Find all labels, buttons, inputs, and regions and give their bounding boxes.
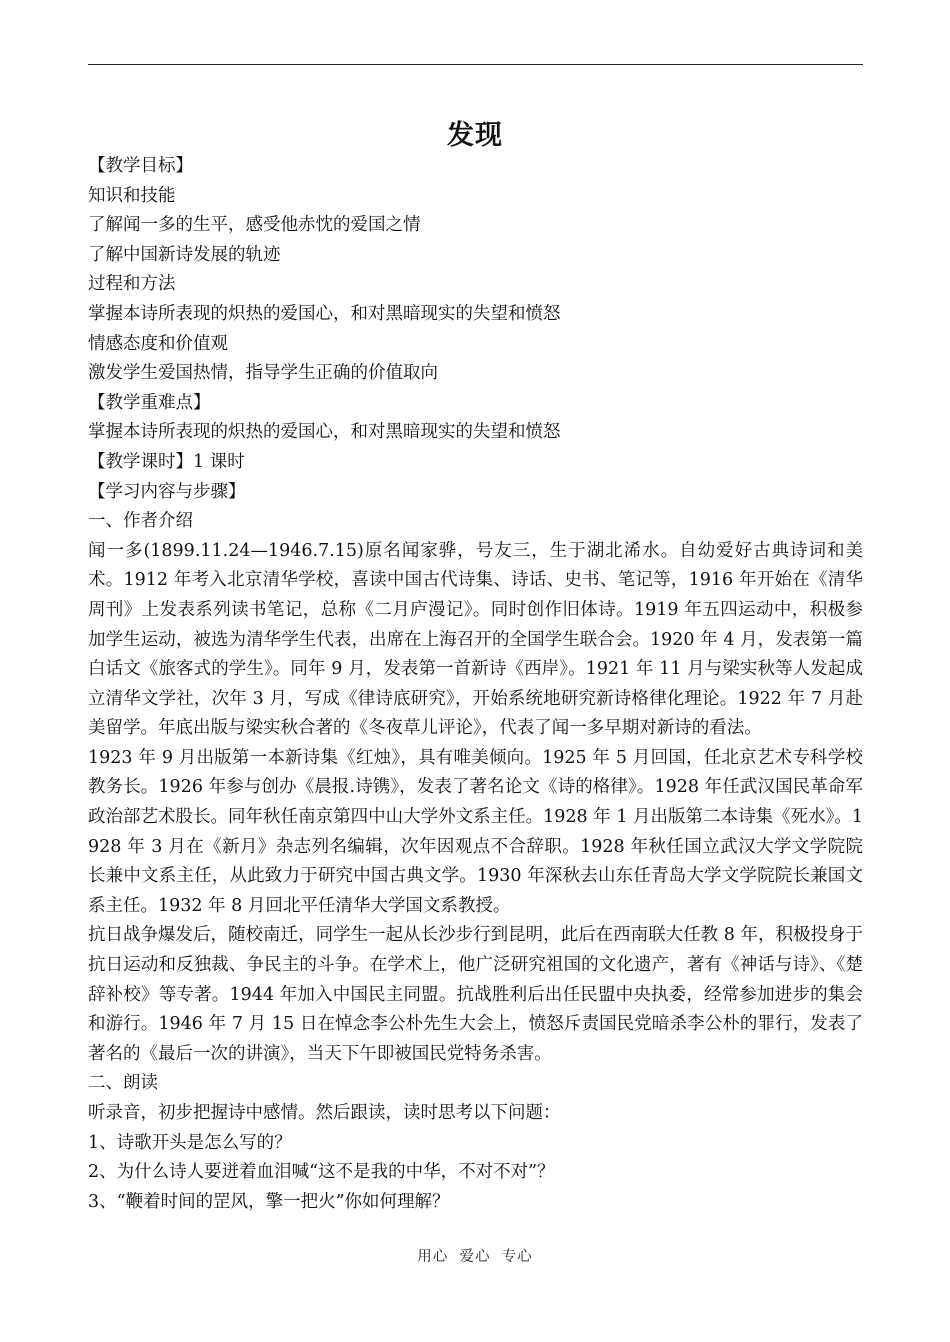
section-heading-class-hours: 【教学课时】1 课时 xyxy=(88,451,245,472)
reading-instruction: 听录音，初步把握诗中感情。然后跟读，读时思考以下问题： xyxy=(88,1103,561,1123)
section-heading-content-steps: 【学习内容与步骤】 xyxy=(88,481,246,502)
question-item: 3、“鞭着时间的罡风，擎一把火”你如何理解？ xyxy=(88,1191,450,1212)
header-rule xyxy=(88,64,863,65)
subheading-author-intro: 一、作者介绍 xyxy=(88,511,193,532)
section-heading-teaching-goals: 【教学目标】 xyxy=(88,156,193,176)
key-point-line: 掌握本诗所表现的炽热的爱国心，和对黑暗现实的失望和愤怒 xyxy=(88,422,561,443)
page-title: 发现 xyxy=(447,120,503,151)
document-body xyxy=(88,152,863,1217)
author-bio-paragraph: 1923 年 9 月出版第一本新诗集《红烛》，具有唯美倾向。1925 年 5 月回国，任北京艺术专科学校教务长。1926 年参与创办《晨报.诗镌》，发表了著名论文《诗的格律》。1928 年任武汉国民革命军政治部艺术股长。同年秋任南京第四中山大学外文系主任。1928 年 1 月出版第二本诗集《死水》。1928 年 3 月在《新月》杂志列名编辑，次年因观点不合辞职。1928 年秋任国立武汉大学文学院院长兼中文系主任，从此致力于研究中国古典文学。1930 年深秋去山东任青岛大学文学院院长兼国文系主任。1932 年 8 月回北平任清华大学国文系教授。 xyxy=(88,747,863,916)
author-bio-paragraph: 抗日战争爆发后，随校南迁，同学生一起从长沙步行到昆明，此后在西南联大任教 8 年，积极投身于抗日运动和反独裁、争民主的斗争。在学术上，他广泛研究祖国的文化遗产，著有《神话与诗》、《楚辞补校》等专著。1944 年加入中国民主同盟。抗战胜利后出任民盟中央执委，经常参加进步的集会和游行。1946 年 7 月 15 日在悼念李公朴先生大会上，愤怒斥责国民党暗杀李公朴的罪行，发表了著名的《最后一次的讲演》，当天下午即被国民党特务杀害。 xyxy=(88,925,863,1064)
question-item: 1、诗歌开头是怎么写的？ xyxy=(88,1132,292,1153)
subheading-emotion-values: 情感态度和价值观 xyxy=(88,333,228,354)
subheading-process-methods: 过程和方法 xyxy=(88,274,176,295)
goal-line: 了解中国新诗发展的轨迹 xyxy=(88,244,281,265)
subheading-knowledge-skills: 知识和技能 xyxy=(88,185,176,206)
subheading-reading: 二、朗读 xyxy=(88,1073,158,1094)
goal-line: 掌握本诗所表现的炽热的爱国心，和对黑暗现实的失望和愤怒 xyxy=(88,303,561,324)
author-bio-paragraph: 闻一多(1899.11.24—1946.7.15)原名闻家骅，号友三，生于湖北浠水。自幼爱好古典诗词和美术。1912 年考入北京清华学校，喜读中国古代诗集、诗话、史书、笔记等，1916 年开始在《清华周刊》上发表系列读书笔记，总称《二月庐漫记》。同时创作旧体诗。1919 年五四运动中，积极参加学生运动，被选为清华学生代表，出席在上海召开的全国学生联合会。1920 年 4 月，发表第一篇白话文《旅客式的学生》。同年 9 月，发表第一首新诗《西岸》。1921 年 11 月与梁实秋等人发起成立清华文学社，次年 3 月，写成《律诗底研究》，开始系统地研究新诗格律化理论。1922 年 7 月赴美留学。年底出版与梁实秋合著的《冬夜草儿评论》，代表了闻一多早期对新诗的看法。 xyxy=(88,540,863,739)
goal-line: 激发学生爱国热情，指导学生正确的价值取向 xyxy=(88,363,438,384)
section-heading-key-points: 【教学重难点】 xyxy=(88,392,211,413)
page-footer: 用心 爱心 专心 xyxy=(417,1249,533,1265)
goal-line: 了解闻一多的生平，感受他赤忱的爱国之情 xyxy=(88,215,421,236)
question-item: 2、为什么诗人要迸着血泪喊“这不是我的中华，不对不对”？ xyxy=(88,1162,555,1183)
